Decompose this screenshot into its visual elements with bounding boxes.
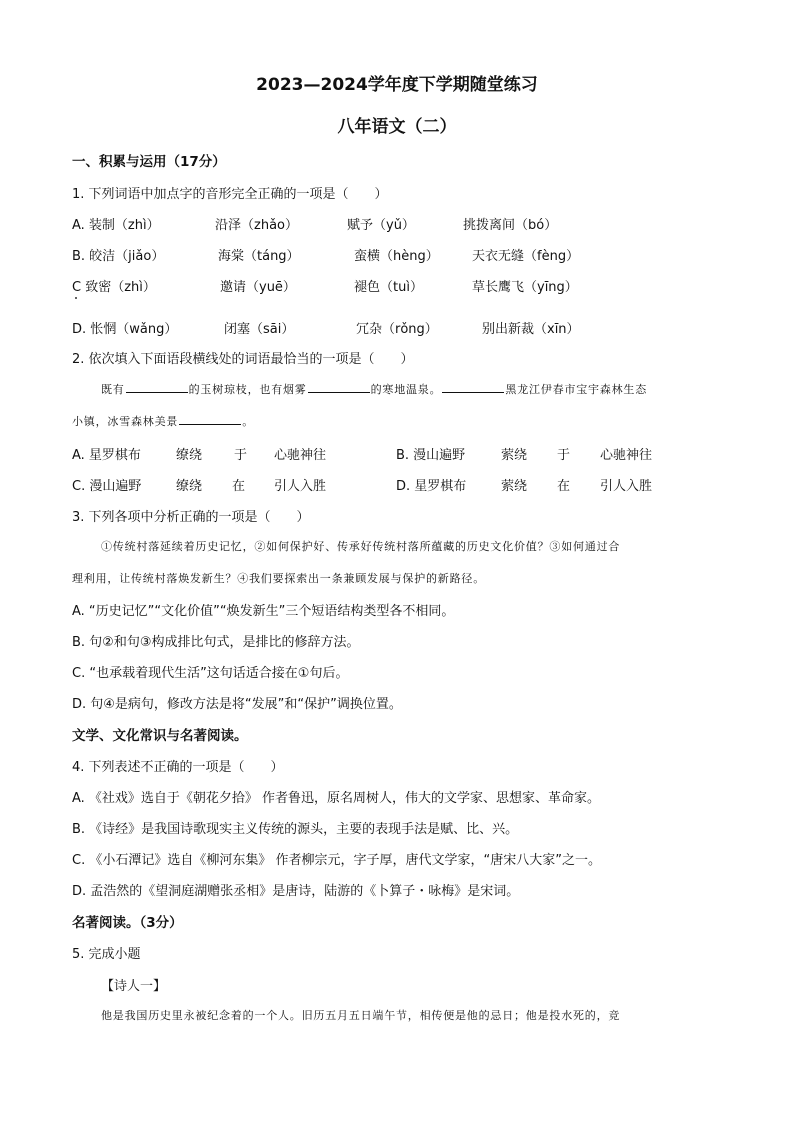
q3-option-c: C. “也承载着现代生活”这句话适合接在①句后。 (72, 666, 349, 681)
q2-passage-text-3: 的寒地温泉。 (370, 383, 442, 396)
q3-passage-line2: 理利用，让传统村落焕发新生？④我们要探索出一条兼顾发展与保护的新路径。 (72, 572, 485, 585)
question-3-stem: 3. 下列各项中分析正确的一项是（ ） (72, 510, 310, 525)
q4-option-a: A. 《社戏》选自于《朝花夕拾》 作者鲁迅，原名周树人，伟大的文学家、思想家、革命家。 (72, 791, 601, 806)
question-4-stem: 4. 下列表述不正确的一项是（ ） (72, 760, 284, 775)
q2-option-b-w3: 于 (557, 448, 571, 463)
q2-passage-line1 (101, 381, 647, 397)
page-title: 2023—2024学年度下学期随堂练习 (256, 75, 538, 95)
q1-option-c-word2: 邀请（yuē） (220, 280, 296, 295)
q4-option-c: C. 《小石潭记》选自《柳河东集》 作者柳宗元，字子厚，唐代文学家，“唐宋八大家”之一。 (72, 853, 601, 868)
q1-option-d-word3: 冗杂（rǒng） (356, 322, 438, 337)
q3-passage-line1: ①传统村落延续着历史记忆，②如何保护好、传承好传统村落所蕴藏的历史文化价值？③如何通过合 (101, 540, 621, 553)
q2-option-a-w1: A. 星罗棋布 (72, 448, 141, 463)
q2-passage-text-1: 既有 (101, 383, 125, 396)
q2-option-b-w2: 萦绕 (501, 448, 528, 463)
q2-option-c-w3: 在 (232, 479, 246, 494)
question-1-stem: 1. 下列词语中加点字的音形完全正确的一项是（ ） (72, 187, 388, 202)
q1-option-b-word4: 天衣无缝（fèng） (472, 249, 580, 264)
section-heading-literature: 文学、文化常识与名著阅读。 (72, 728, 248, 744)
q1-option-c-word1: C 致密（zhì） (72, 280, 156, 295)
q1-option-d-word1: D. 怅惘（wǎng） (72, 322, 178, 337)
q2-option-a-w4: 心驰神往 (274, 448, 327, 463)
fill-blank-3 (442, 381, 504, 393)
q5-passage-line1: 他是我国历史里永被纪念着的一个人。旧历五月五日端午节，相传便是他的忌日；他是投水死的，竞 (101, 1009, 621, 1022)
q1-option-c-word4: 草长鹰飞（yīng） (472, 280, 578, 295)
q1-option-a-word1: A. 装制（zhì） (72, 218, 160, 233)
stray-dot-mark (75, 297, 77, 299)
q3-option-d: D. 句④是病句，修改方法是将“发展”和“保护”调换位置。 (72, 697, 402, 712)
question-5-stem: 5. 完成小题 (72, 947, 141, 962)
q1-option-b-word2: 海棠（táng） (218, 249, 300, 264)
q5-subtitle: 【诗人一】 (101, 979, 167, 994)
q2-passage-text-5: 小镇，冰雪森林美景 (72, 415, 179, 428)
q2-option-b-w1: B. 漫山遍野 (396, 448, 466, 463)
q1-option-d-word2: 闭塞（sāi） (224, 322, 295, 337)
q2-passage-text-4: 黑龙江伊春市宝宇森林生态 (505, 383, 648, 396)
q1-option-a-word3: 赋予（yǔ） (347, 218, 415, 233)
question-2-stem: 2. 依次填入下面语段横线处的词语最恰当的一项是（ ） (72, 352, 414, 367)
q1-option-b-word3: 蛮横（hèng） (354, 249, 439, 264)
q1-option-c-word3: 褪色（tuì） (354, 280, 423, 295)
q2-option-d-w1: D. 星罗棋布 (396, 479, 467, 494)
q4-option-d: D. 孟浩然的《望洞庭湖赠张丞相》是唐诗，陆游的《卜算子・咏梅》是宋词。 (72, 884, 520, 899)
q2-option-b-w4: 心驰神往 (600, 448, 653, 463)
q1-option-a-word4: 挑拨离间（bó） (463, 218, 558, 233)
page-subtitle: 八年语文（二） (337, 117, 457, 137)
q1-option-a-word2: 沿泽（zhǎo） (215, 218, 298, 233)
q2-option-c-w1: C. 漫山遍野 (72, 479, 142, 494)
q2-option-c-w4: 引人入胜 (274, 479, 327, 494)
q2-option-d-w3: 在 (557, 479, 571, 494)
q2-option-a-w3: 于 (234, 448, 248, 463)
q2-option-a-w2: 缭绕 (176, 448, 203, 463)
q2-passage-text-2: 的玉树琼枝，也有烟雾 (188, 383, 307, 396)
q1-option-b-word1: B. 皎洁（jiǎo） (72, 249, 165, 264)
section-heading-accumulation: 一、积累与运用（17分） (72, 154, 226, 170)
fill-blank-2 (308, 381, 370, 393)
q4-option-b: B. 《诗经》是我国诗歌现实主义传统的源头，主要的表现手法是赋、比、兴。 (72, 822, 519, 837)
q1-option-d-word4: 别出新裁（xīn） (482, 322, 580, 337)
q2-option-d-w2: 萦绕 (501, 479, 528, 494)
q2-passage-line2 (72, 413, 254, 429)
q3-option-a: A. “历史记忆”“文化价值”“焕发新生”三个短语结构类型各不相同。 (72, 604, 455, 619)
q3-option-b: B. 句②和句③构成排比句式，是排比的修辞方法。 (72, 635, 360, 650)
section-heading-classics: 名著阅读。（3分） (72, 915, 183, 931)
q2-passage-text-6: 。 (242, 415, 255, 428)
fill-blank-1 (126, 381, 188, 393)
fill-blank-4 (179, 413, 241, 425)
q2-option-c-w2: 缭绕 (176, 479, 203, 494)
q2-option-d-w4: 引人入胜 (600, 479, 653, 494)
